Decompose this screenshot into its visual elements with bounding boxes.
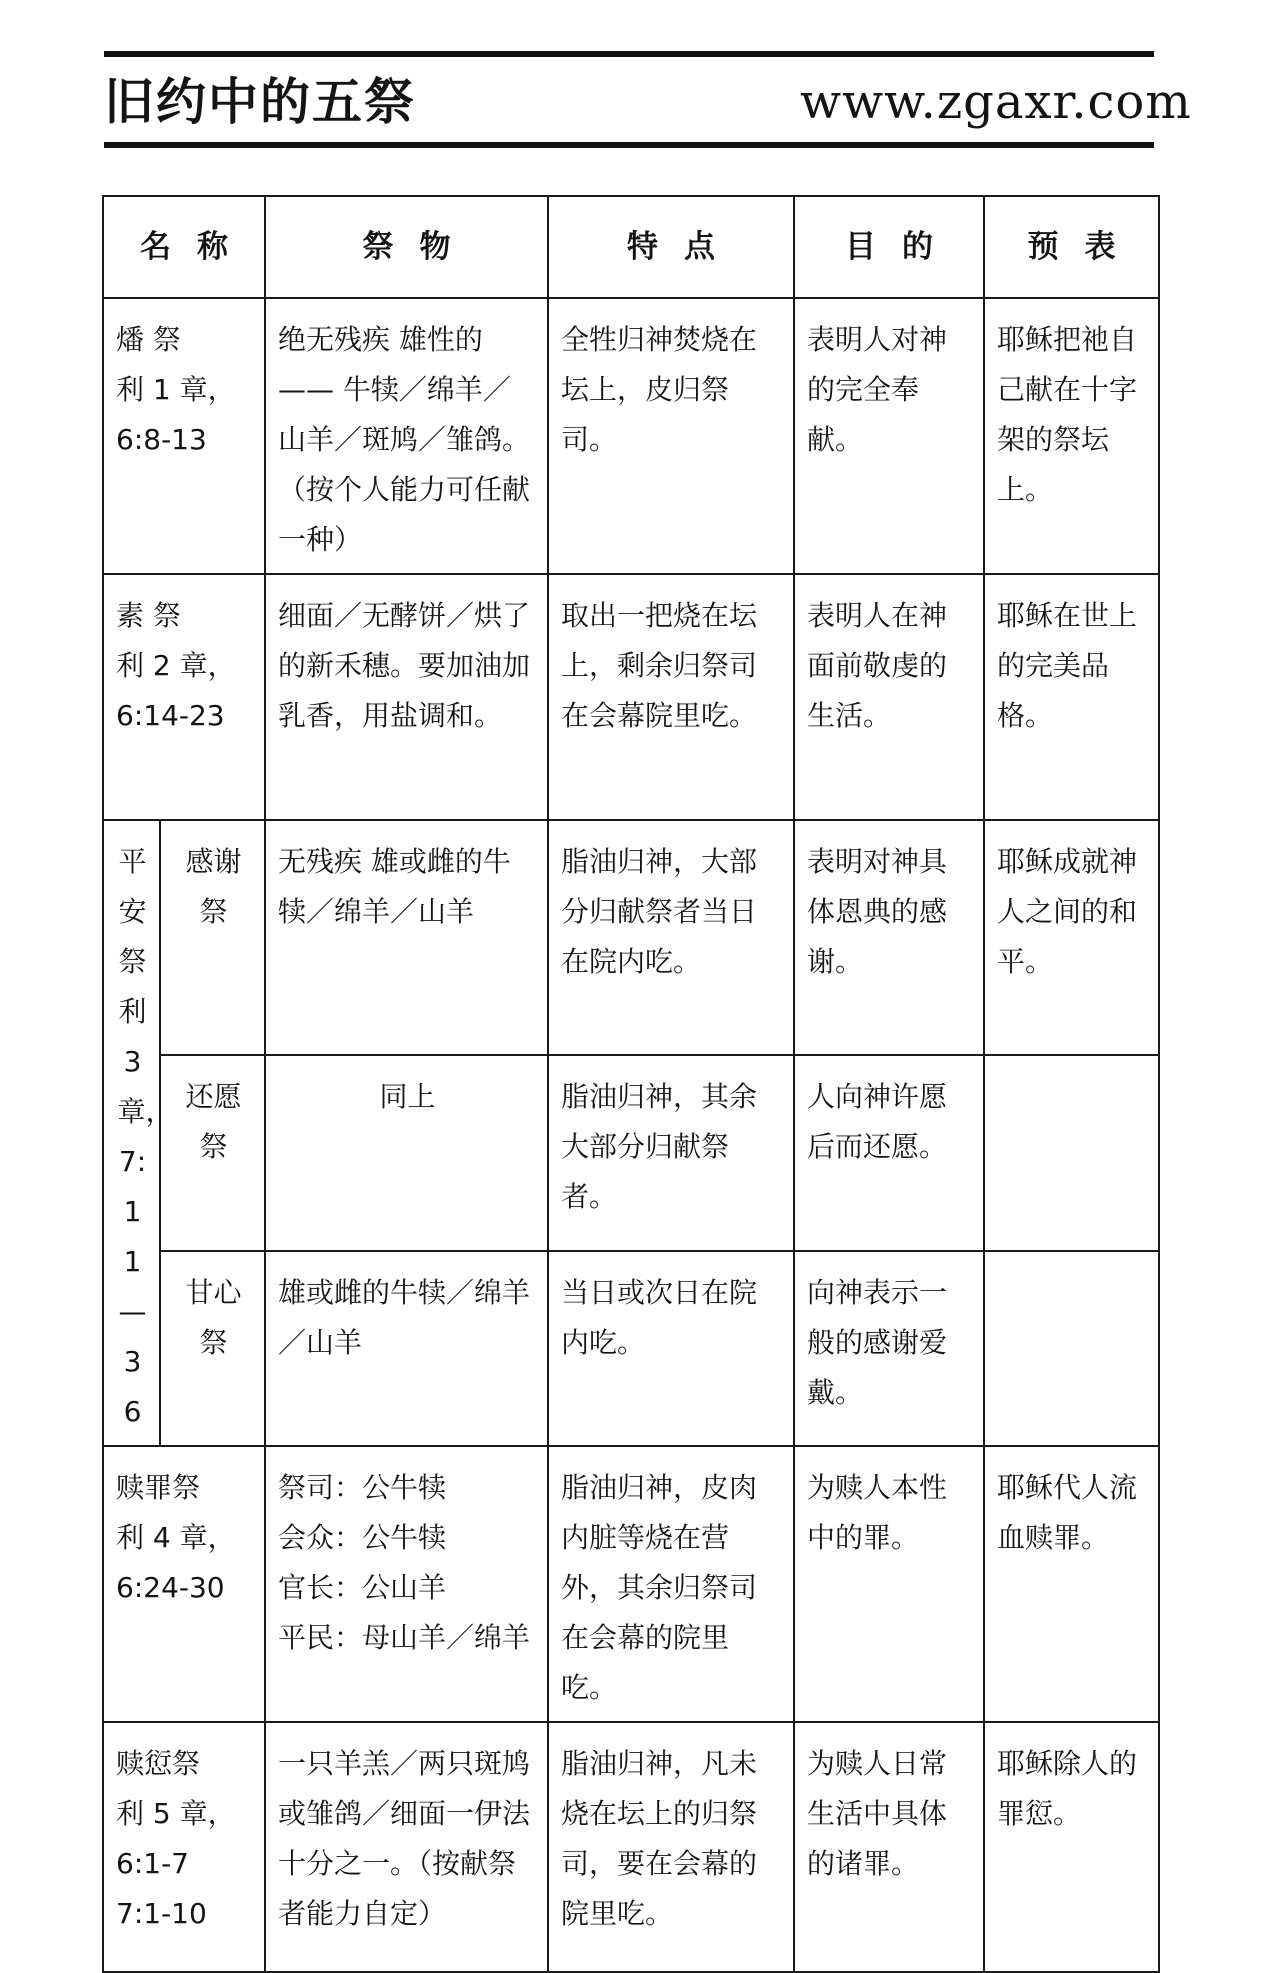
guilt-offering-type: 耶稣除人的罪愆。 <box>984 1722 1159 1972</box>
grain-offering-feature: 取出一把烧在坛上，剩余归祭司在会幕院里吃。 <box>548 574 794 820</box>
vow-offering-feature: 脂油归神，其余大部分归献祭者。 <box>548 1055 794 1250</box>
table-row-thanksgiving-offering <box>103 820 1159 1055</box>
thanksgiving-offering-items: 无残疾 雄或雌的牛犊／绵羊／山羊 <box>265 820 548 1055</box>
column-header-offering: 祭物 <box>265 196 548 298</box>
table-row-sin-offering <box>103 1446 1159 1722</box>
page-title: 旧约中的五祭 <box>104 73 416 131</box>
burnt-offering-items: 绝无残疾 雄性的—— 牛犊／绵羊／山羊／斑鸠／雏鸽。（按个人能力可任献一种） <box>265 298 548 574</box>
burnt-offering-feature: 全牲归神焚烧在坛上，皮归祭司。 <box>548 298 794 574</box>
vow-offering-type <box>984 1055 1159 1250</box>
grain-offering-ref: 利 2 章， <box>116 649 236 682</box>
sin-offering-title: 赎罪祭 <box>116 1471 201 1504</box>
grain-offering-purpose: 表明人在神面前敬虔的生活。 <box>794 574 984 820</box>
column-header-type: 预表 <box>984 196 1159 298</box>
grain-offering-items: 细面／无酵饼／烘了的新禾穗。要加油加乳香，用盐调和。 <box>265 574 548 820</box>
burnt-offering-purpose: 表明人对神的完全奉献。 <box>794 298 984 574</box>
grain-offering-type: 耶稣在世上的完美品格。 <box>984 574 1159 820</box>
guilt-offering-ref: 利 5 章， <box>116 1797 236 1830</box>
guilt-offering-name <box>103 1722 265 1972</box>
grain-offering-name <box>103 574 265 820</box>
grain-offering-ref2: 6:14-23 <box>116 699 225 732</box>
guilt-offering-title: 赎愆祭 <box>116 1747 201 1780</box>
burnt-offering-type: 耶稣把祂自己献在十字架的祭坛上。 <box>984 298 1159 574</box>
column-header-purpose: 目的 <box>794 196 984 298</box>
column-header-feature: 特点 <box>548 196 794 298</box>
thanksgiving-offering-type: 耶稣成就神人之间的和平。 <box>984 820 1159 1055</box>
thanksgiving-offering-feature: 脂油归神，大部分归献祭者当日在院内吃。 <box>548 820 794 1055</box>
burnt-offering-ref2: 6:8-13 <box>116 423 207 456</box>
peace-offering-group-label: 平安祭 利3章，7:11—36 <box>117 845 174 1428</box>
guilt-offering-feature: 脂油归神，凡未烧在坛上的归祭司，要在会幕的院里吃。 <box>548 1722 794 1972</box>
sin-offering-purpose: 为赎人本性中的罪。 <box>794 1446 984 1722</box>
freewill-offering-items: 雄或雌的牛犊／绵羊／山羊 <box>265 1251 548 1446</box>
sin-offering-ref: 利 4 章， <box>116 1521 236 1554</box>
burnt-offering-name <box>103 298 265 574</box>
sin-offering-ref2: 6:24-30 <box>116 1571 225 1604</box>
peace-offering-group <box>103 820 174 1446</box>
freewill-offering-feature: 当日或次日在院内吃。 <box>548 1251 794 1446</box>
sin-offering-priest: 祭司：公牛犊 <box>278 1471 447 1504</box>
burnt-offering-title: 燔 祭 <box>116 323 181 356</box>
guilt-offering-items: 一只羊羔／两只斑鸠或雏鸽／细面一伊法十分之一。（按献祭者能力自定） <box>265 1722 548 1972</box>
sin-offering-name <box>103 1446 265 1722</box>
header-top-rule <box>104 51 1154 57</box>
table-row-grain-offering <box>103 574 1159 820</box>
guilt-offering-ref2: 6:1-7 <box>116 1847 189 1880</box>
vow-offering-purpose: 人向神许愿后而还愿。 <box>794 1055 984 1250</box>
sin-offering-congregation: 会众：公牛犊 <box>278 1521 447 1554</box>
table-row-vow-offering <box>103 1055 1159 1250</box>
sin-offering-type: 耶稣代人流血赎罪。 <box>984 1446 1159 1722</box>
table-row-freewill-offering <box>103 1251 1159 1446</box>
header-bottom-rule <box>104 142 1154 148</box>
freewill-offering-name: 甘心祭 <box>160 1251 265 1446</box>
website-watermark: www.zgaxr.com <box>800 74 1192 130</box>
burnt-offering-ref: 利 1 章， <box>116 373 236 406</box>
guilt-offering-ref3: 7:1-10 <box>116 1897 207 1930</box>
sin-offering-commoner: 平民：母山羊／绵羊 <box>278 1621 531 1654</box>
freewill-offering-purpose: 向神表示一般的感谢爱戴。 <box>794 1251 984 1446</box>
vow-offering-name: 还愿祭 <box>160 1055 265 1250</box>
freewill-offering-type <box>984 1251 1159 1446</box>
table-row-burnt-offering <box>103 298 1159 574</box>
table-row-guilt-offering <box>103 1722 1159 1972</box>
five-offerings-table <box>102 195 1160 1973</box>
column-header-name: 名称 <box>103 196 265 298</box>
thanksgiving-offering-purpose: 表明对神具体恩典的感谢。 <box>794 820 984 1055</box>
grain-offering-title: 素 祭 <box>116 599 181 632</box>
sin-offering-feature: 脂油归神，皮肉内脏等烧在营外，其余归祭司在会幕的院里吃。 <box>548 1446 794 1722</box>
sin-offering-ruler: 官长：公山羊 <box>278 1571 447 1604</box>
sin-offering-items <box>265 1446 548 1722</box>
guilt-offering-purpose: 为赎人日常生活中具体的诸罪。 <box>794 1722 984 1972</box>
vow-offering-items: 同上 <box>265 1055 548 1250</box>
thanksgiving-offering-name: 感谢祭 <box>160 820 265 1055</box>
table-header-row <box>103 196 1159 298</box>
